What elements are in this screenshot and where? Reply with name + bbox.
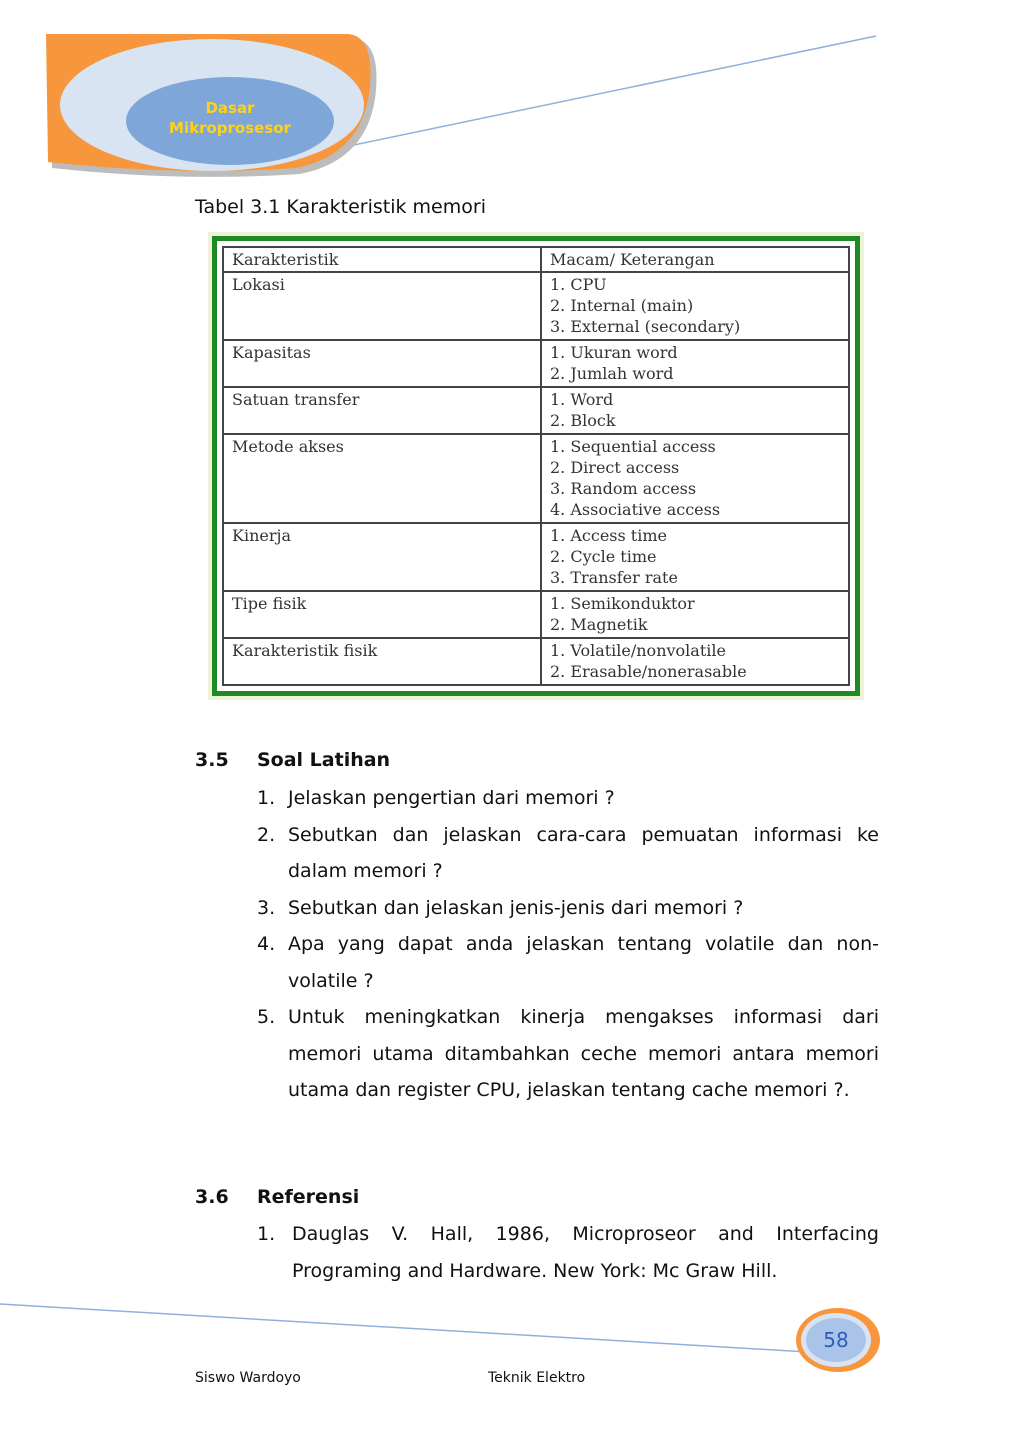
characteristic-cell: Tipe fisik	[223, 591, 541, 638]
memory-table-frame	[208, 232, 864, 700]
description-item: 2. Magnetik	[550, 615, 648, 635]
description-item: 2. Cycle time	[550, 547, 657, 567]
exercise-item-number: 2.	[257, 823, 276, 846]
table-row	[223, 272, 849, 340]
description-item: 2. Internal (main)	[550, 296, 694, 316]
memory-table-border	[212, 236, 860, 696]
reference-item-number: 1.	[257, 1223, 276, 1245]
description-item: 1. Semikonduktor	[550, 594, 695, 614]
section-title: Referensi	[257, 1186, 360, 1208]
exercise-item-number: 5.	[257, 1006, 276, 1028]
description-item: 2. Jumlah word	[550, 364, 674, 384]
description-item: 1. Word	[550, 390, 614, 410]
description-item: 2. Block	[550, 411, 616, 431]
exercise-item-text: Sebutkan dan jelaskan cara-cara pemuatan informasi ke dalam memori ?	[288, 823, 879, 882]
description-item: 3. Transfer rate	[550, 568, 678, 588]
description-cell	[541, 387, 849, 434]
description-cell	[541, 434, 849, 523]
exercise-item	[257, 780, 879, 817]
footer-department: Teknik Elektro	[488, 1370, 586, 1386]
exercise-item-text: Apa yang dapat anda jelaskan tentang volatile dan non-volatile ?	[288, 933, 879, 992]
footer-author: Siswo Wardoyo	[195, 1370, 301, 1386]
description-item: 3. External (secondary)	[550, 317, 741, 337]
exercise-list	[257, 780, 879, 1109]
description-cell	[541, 591, 849, 638]
table-row	[223, 591, 849, 638]
exercise-item-text: Jelaskan pengertian dari memori ?	[288, 787, 615, 809]
description-item: 4. Associative access	[550, 499, 721, 519]
table-row	[223, 387, 849, 434]
description-cell	[541, 272, 849, 340]
section-title: Soal Latihan	[257, 749, 391, 771]
characteristic-cell: Karakteristik fisik	[223, 638, 541, 685]
characteristic-cell: Lokasi	[223, 272, 541, 340]
description-cell	[541, 523, 849, 591]
reference-list	[257, 1216, 879, 1289]
description-item: 1. CPU	[550, 275, 607, 295]
description-cell	[541, 638, 849, 685]
exercise-item-text: Sebutkan dan jelaskan jenis-jenis dari memori ?	[288, 896, 744, 919]
table-caption: Tabel 3.1 Karakteristik memori	[195, 196, 486, 218]
description-item: 1. Volatile/nonvolatile	[550, 641, 726, 661]
table-header-cell: Karakteristik	[223, 247, 541, 272]
footer-decoration	[0, 1290, 1024, 1380]
description-item: 1. Sequential access	[550, 436, 716, 456]
page-number: 58	[823, 1328, 849, 1352]
memory-table	[222, 246, 850, 686]
table-row	[223, 340, 849, 387]
section-number: 3.5	[195, 749, 229, 771]
characteristic-cell: Metode akses	[223, 434, 541, 523]
description-item: 2. Erasable/nonerasable	[550, 662, 747, 682]
exercise-item	[257, 999, 879, 1109]
table-row	[223, 523, 849, 591]
header-title-line2: Mikroprosesor	[169, 119, 291, 137]
exercise-item-number: 3.	[257, 896, 276, 919]
reference-item	[257, 1216, 879, 1289]
description-item: 3. Random access	[550, 478, 697, 498]
header-title-line1: Dasar	[205, 99, 255, 117]
exercise-item	[257, 890, 879, 927]
table-row	[223, 434, 849, 523]
table-header-row	[223, 247, 849, 272]
description-item: 2. Direct access	[550, 457, 680, 477]
exercise-item	[257, 926, 879, 999]
table-row	[223, 638, 849, 685]
characteristic-cell: Kapasitas	[223, 340, 541, 387]
description-item: 1. Ukuran word	[550, 343, 678, 363]
exercise-item-text: Untuk meningkatkan kinerja mengakses informasi dari memori utama ditambahkan ceche memori antara memori utama dan register CPU, jelaskan tentang cache memori ?.	[288, 1006, 879, 1101]
characteristic-cell: Satuan transfer	[223, 387, 541, 434]
reference-item-text: Dauglas V. Hall, 1986, Microproseor and Interfacing Programing and Hardware. New York: Mc Graw Hill.	[292, 1223, 879, 1282]
description-cell	[541, 340, 849, 387]
description-item: 1. Access time	[550, 526, 667, 546]
exercise-item-number: 4.	[257, 933, 276, 955]
table-header-cell: Macam/ Keterangan	[541, 247, 849, 272]
exercise-item	[257, 817, 879, 890]
exercise-item-number: 1.	[257, 787, 276, 809]
section-number: 3.6	[195, 1186, 229, 1208]
characteristic-cell: Kinerja	[223, 523, 541, 591]
header-title	[150, 98, 310, 138]
